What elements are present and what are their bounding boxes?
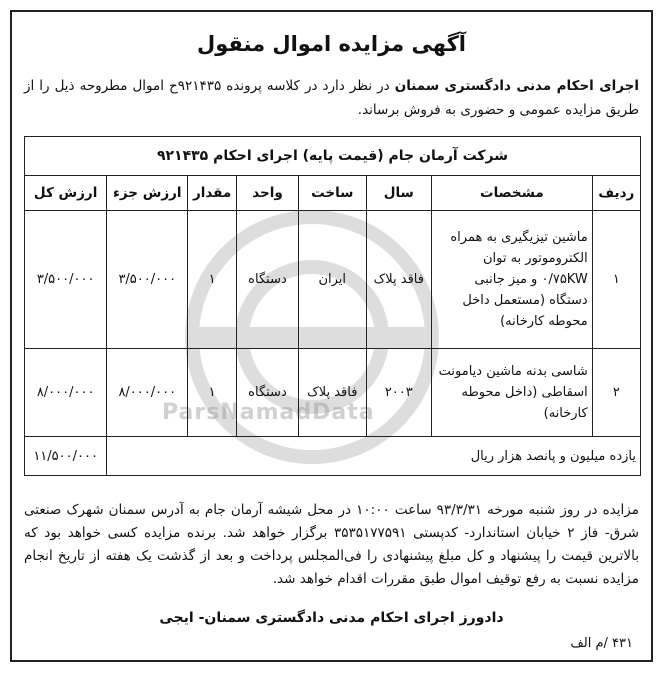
row-unit: دستگاه bbox=[236, 211, 298, 349]
col-unit-value: ارزش جزء bbox=[107, 176, 188, 211]
reference-code: ۴۳۱ /م الف bbox=[570, 636, 633, 651]
col-qty: مقدار bbox=[188, 176, 237, 211]
col-made: ساخت bbox=[298, 176, 366, 211]
row-index: ۱ bbox=[592, 211, 640, 349]
notice-title: آگهی مزایده اموال منقول bbox=[197, 32, 466, 56]
col-spec: مشخصات bbox=[432, 176, 593, 211]
row-year: فاقد پلاک bbox=[366, 211, 431, 349]
row-spec: ماشین تیزیگیری به همراه الکتروموتور به توان ۰/۷۵KW و میز جانبی دستگاه (مستعمل داخل محوطه کارخانه) bbox=[432, 211, 593, 349]
row-spec: شاسی بدنه ماشین دیامونت اسقاطی (داخل محوطه کارخانه) bbox=[432, 349, 593, 437]
total-row bbox=[25, 437, 641, 476]
intro-text: در نظر دارد در کلاسه پرونده ۹۲۱۴۳۵ح اموال مطروحه ذیل را از طریق مزایده عمومی و حضوری به فروش برساند. bbox=[24, 78, 639, 118]
row-qty: ۱ bbox=[188, 211, 237, 349]
company-line: شرکت آرمان جام (قیمت پایه) اجرای احکام ۹۲۱۴۳۵ bbox=[25, 137, 641, 176]
row-made: ایران bbox=[298, 211, 366, 349]
total-amount: ۱۱/۵۰۰/۰۰۰ bbox=[25, 437, 107, 476]
total-in-words: یازده میلیون و پانصد هزار ریال bbox=[107, 437, 641, 476]
signature: دادورز اجرای احکام مدنی دادگستری سمنان- ایجی bbox=[159, 610, 504, 626]
items-table bbox=[24, 136, 641, 476]
row-qty: ۱ bbox=[188, 349, 237, 437]
intro-authority: اجرای احکام مدنی دادگستری سمنان bbox=[394, 78, 639, 94]
row-index: ۲ bbox=[592, 349, 640, 437]
col-unit: واحد bbox=[236, 176, 298, 211]
row-made: فاقد پلاک bbox=[298, 349, 366, 437]
col-year: سال bbox=[366, 176, 431, 211]
row-total-value: ۸/۰۰۰/۰۰۰ bbox=[25, 349, 107, 437]
row-unit-value: ۳/۵۰۰/۰۰۰ bbox=[107, 211, 188, 349]
row-total-value: ۳/۵۰۰/۰۰۰ bbox=[25, 211, 107, 349]
auction-notice bbox=[10, 10, 653, 662]
row-unit-value: ۸/۰۰۰/۰۰۰ bbox=[107, 349, 188, 437]
watermark-text: ParsNamadData bbox=[162, 400, 375, 425]
row-unit: دستگاه bbox=[236, 349, 298, 437]
notice-intro bbox=[24, 74, 639, 122]
table-row bbox=[25, 349, 641, 437]
table-header bbox=[25, 176, 641, 211]
table-row bbox=[25, 211, 641, 349]
col-total-value: ارزش کل bbox=[25, 176, 107, 211]
notice-body: مزایده در روز شنبه مورخه ۹۳/۳/۳۱ ساعت ۱۰:۰۰ در محل شیشه آرمان جام به آدرس سمنان شهرک صنعتی شرق- فاز ۲ خیابان استاندارد- کدپستی ۳۵۳۵۱۷۷۵۹۱ برگزار خواهد شد. برنده مزایده کسی خواهد بود که بالاترین قیمت را پیشنهاد و کل مبلغ پیشنهادی را فی‌المجلس پرداخت و بعد از گذشت یک هفته از تاریخ انجام مزایده نسبت به رفع توقیف اموال طبق مقررات اقدام خواهد شد. bbox=[24, 502, 639, 587]
row-year: ۲۰۰۳ bbox=[366, 349, 431, 437]
col-index: ردیف bbox=[592, 176, 640, 211]
company-row bbox=[25, 137, 641, 176]
